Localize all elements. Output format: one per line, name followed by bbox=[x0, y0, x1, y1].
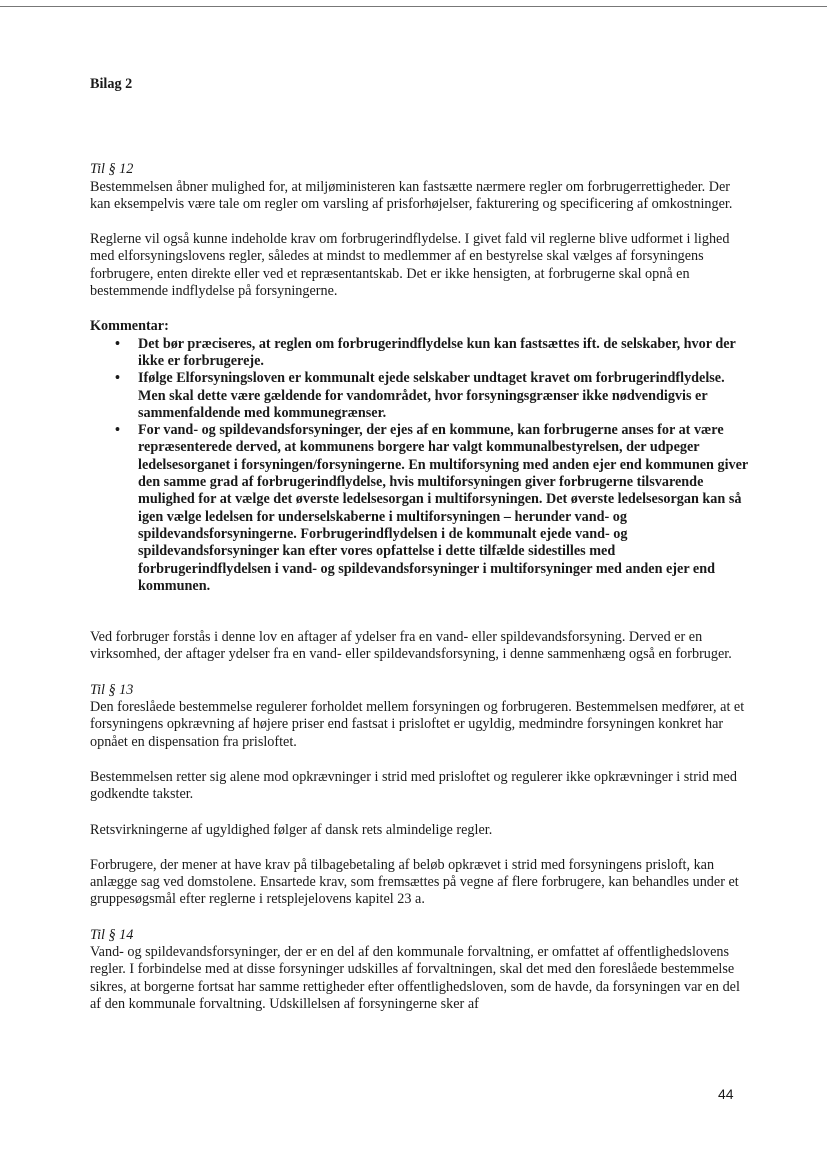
section-label-14: Til § 14 bbox=[90, 926, 134, 943]
kommentar-item-text: Ifølge Elforsyningsloven er kommunalt ejede selskaber undtaget kravet om forbrugerindflydelse. Men skal dette være gældende for vandområdet, hvor forsyningsgrænser ikke nødvendigvis er sammenfaldende med kommunegrænser. bbox=[138, 370, 725, 421]
paragraph-13-3: Retsvirkningerne af ugyldighed følger af dansk rets almindelige regler. bbox=[90, 821, 493, 838]
paragraph-14-1: Vand- og spildevandsforsyninger, der er en del af den kommunale forvaltning, er omfattet af offentlighedslovens regler. I forbindelse med at disse forsyninger udskilles af forvaltningen, skal det med den foreslåede bestemmelse sikres, at borgerne fortsat har samme rettigheder efter offentlighedsloven, som de havde, da forsyningen var en del af den kommunale forvaltning. Udskillelsen af forsyningerne sker af bbox=[90, 943, 740, 1012]
kommentar-title: Kommentar: bbox=[90, 318, 169, 335]
section-label-13: Til § 13 bbox=[90, 681, 134, 698]
bullet-icon: • bbox=[115, 335, 120, 352]
paragraph-13-1: Den foreslåede bestemmelse regulerer forholdet mellem forsyningen og forbrugeren. Bestemmelsen medfører, at et forsyningens opkrævning af højere priser end fastsat i prisloftet er ugyldig, medmindre forsyningen konkret har opnået en dispensation fra prisloftet. bbox=[90, 699, 745, 750]
section-label-12: Til § 12 bbox=[90, 161, 134, 178]
paragraph-13-2: Bestemmelsen retter sig alene mod opkrævninger i strid med prisloftet og regulerer ikke opkrævninger i strid med godkendte takster. bbox=[90, 768, 737, 803]
top-rule bbox=[0, 6, 827, 7]
page-number: 44 bbox=[718, 1086, 734, 1102]
page-heading: Bilag 2 bbox=[90, 76, 133, 92]
kommentar-item bbox=[115, 370, 750, 422]
bullet-icon: • bbox=[115, 370, 120, 387]
kommentar-item bbox=[115, 335, 750, 371]
paragraph-12-1: Bestemmelsen åbner mulighed for, at miljøministeren kan fastsætte nærmere regler om forbrugerrettigheder. Der kan eksempelvis være tale om regler om varsling af prisforhøjelser, fakturering og specificering af omkostninger. bbox=[90, 178, 733, 212]
kommentar-list bbox=[90, 336, 750, 595]
paragraph-12-2: Reglerne vil også kunne indeholde krav om forbrugerindflydelse. I givet fald vil reglerne blive udformet i lighed med elforsyningslovens regler, således at mindst to medlemmer af en bestyrelse skal vælges af forsyningens forbrugere, enten direkte eller ved et repræsentantskab. Det er ikke hensigten, at forbrugerne skal opnå en bestemmende indflydelse på forsyningerne. bbox=[90, 231, 730, 300]
document-page bbox=[90, 76, 750, 1013]
kommentar-item-text: For vand- og spildevandsforsyninger, der ejes af en kommune, kan forbrugerne anses for at være repræsenterede derved, at kommunens borgere har valgt kommunalbestyrelsen, der udpeger ledelsesorganet i forsyningen/forsyningerne. En multiforsyning med anden ejer end kommunen giver den samme grad af forbrugerindflydelse, hvis multiforsyningen giver forbrugerne tilsvarende mulighed for at vælge det øverste ledelsesorgan i multiforsyningen. Det øverste ledelsesorgan kan så igen vælge ledelsen for underselskaberne i multiforsyningen – herunder vand- og spildevandsforsyningerne. Forbrugerindflydelsen i de kommunalt ejede vand- og spildevandsforsyninger kan efter vores opfattelse i dette tilfælde sidestilles med forbrugerindflydelsen i vand- og spildevandsforsyninger i multiforsyninger med anden ejer end kommunen. bbox=[138, 422, 748, 594]
bullet-icon: • bbox=[115, 422, 120, 439]
kommentar-item bbox=[115, 422, 750, 595]
paragraph-13-4: Forbrugere, der mener at have krav på tilbagebetaling af beløb opkrævet i strid med forsyningens prisloft, kan anlægge sag ved domstolene. Ensartede krav, som fremsættes på vegne af flere forbrugere, kan behandles under et gruppesøgsmål efter reglerne i retsplejelovens kapitel 23 a. bbox=[90, 856, 739, 908]
kommentar-item-text: Det bør præciseres, at reglen om forbrugerindflydelse kun kan fastsættes ift. de selskaber, hvor der ikke er forbrugereje. bbox=[138, 335, 736, 369]
paragraph-forbruger-definition: Ved forbruger forstås i denne lov en aftager af ydelser fra en vand- eller spildevandsforsyning. Derved er en virksomhed, der aftager ydelser fra en vand- eller spildevandsforsyning, i denne sammenhæng også en forbruger. bbox=[90, 629, 732, 663]
